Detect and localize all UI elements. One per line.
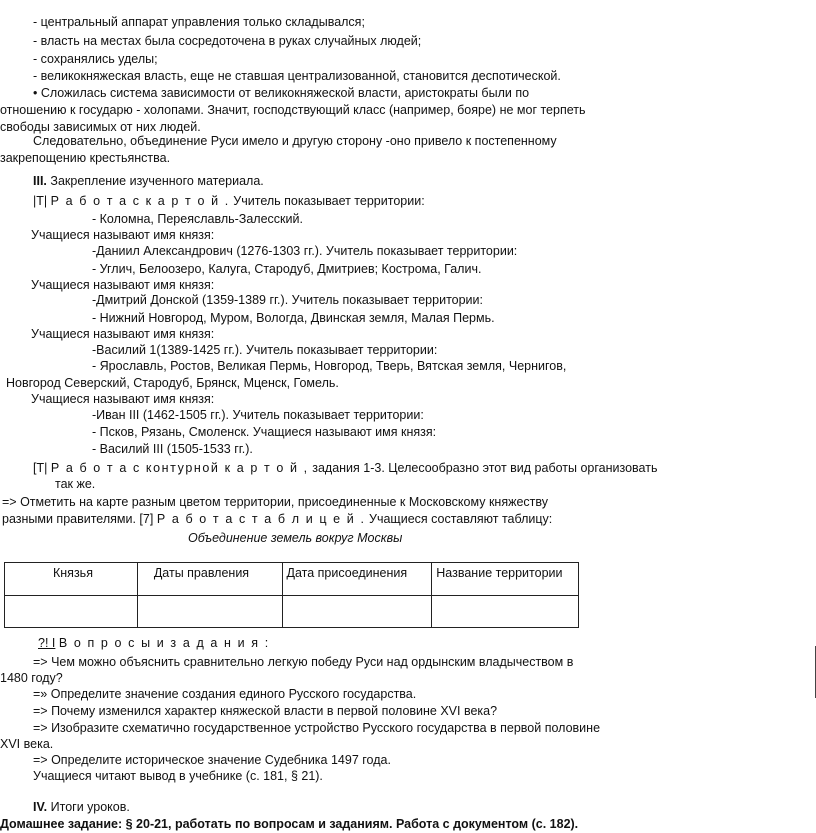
header-label: Название территории: [436, 566, 563, 580]
prince-line: -Василий 1(1389-1425 гг.). Учитель показывает территории:: [92, 343, 438, 357]
marker: |T|: [33, 194, 48, 208]
section-heading: [33, 173, 264, 189]
spaced-heading: Р а б о т а с к а р т о й .: [50, 194, 230, 208]
text: задания 1-3. Целесообразно этот вид работы организовать: [312, 461, 658, 475]
intro-list-item: - сохранялись уделы;: [33, 52, 158, 66]
prince-line: - Василий III (1505-1533 гг.).: [92, 442, 253, 456]
header-label: Даты правления: [153, 566, 250, 580]
territory-line: - Коломна, Переяславль-Залесский.: [92, 212, 303, 226]
question-line: =» Определите значение создания единого Русского государства.: [33, 687, 417, 701]
header-cell: [282, 563, 432, 596]
header-label: Дата присоединения: [286, 566, 408, 580]
header-cell: [137, 563, 282, 596]
paragraph-line: отношению к государю - холопами. Значит, господствующий класс (например, бояре) не мог терпеть: [0, 103, 586, 117]
text: Учитель показывает территории:: [233, 194, 425, 208]
table-row: [5, 596, 579, 628]
marker: ?! I: [38, 636, 56, 650]
section-number: IV.: [33, 800, 48, 814]
table-header-row: [5, 563, 579, 596]
section-title: Итоги уроков.: [50, 800, 130, 814]
text: Учащиеся составляют таблицу:: [369, 512, 553, 526]
question-line: 1480 году?: [0, 671, 63, 685]
empty-cell: [432, 596, 579, 628]
territory-line: - Углич, Белоозеро, Калуга, Стародуб, Дмитриев; Кострома, Галич.: [92, 262, 482, 276]
question-line: => Изобразите схематично государственное устройство Русского государства в первой половине: [33, 721, 601, 735]
territory-line: Новгород Северский, Стародуб, Брянск, Мценск, Гомель.: [6, 376, 339, 390]
students-line: Учащиеся называют имя князя:: [31, 327, 215, 341]
empty-cell: [137, 596, 282, 628]
question-line: XVI века.: [0, 737, 54, 751]
paragraph-line: закрепощению крестьянства.: [0, 151, 171, 165]
students-line: Учащиеся называют имя князя:: [31, 278, 215, 292]
header-cell: [5, 563, 138, 596]
question-line: => Определите историческое значение Судебника 1497 года.: [33, 753, 391, 767]
question-line: Учащиеся читают вывод в учебнике (с. 181, § 21).: [33, 769, 323, 783]
territory-line: - Псков, Рязань, Смоленск. Учащиеся называют имя князя:: [92, 425, 437, 439]
prince-line: -Иван III (1462-1505 гг.). Учитель показывает территории:: [92, 408, 424, 422]
paragraph-line: • Сложилась система зависимости от великокняжеской власти, аристократы были по: [33, 86, 530, 100]
paragraph-line: Следовательно, объединение Руси имело и другую сторону -оно привело к постепенному: [33, 134, 557, 148]
intro-list-item: - великокняжеская власть, еще не ставшая централизованной, становится деспотической.: [33, 69, 561, 83]
marker: [T|: [33, 461, 48, 475]
section-title: Закрепление изученного материала.: [50, 174, 264, 188]
spaced-heading: Р а б о т а с т а б л и ц е й .: [156, 512, 366, 526]
students-line: Учащиеся называют имя князя:: [31, 392, 215, 406]
question-line: => Почему изменился характер княжеской власти в первой половине XVI века?: [33, 704, 498, 718]
territory-line: - Нижний Новгород, Муром, Вологда, Двинская земля, Малая Пермь.: [92, 311, 495, 325]
table-caption: Объединение земель вокруг Москвы: [188, 531, 403, 545]
unification-table: [4, 562, 579, 628]
section-number: III.: [33, 174, 47, 188]
header-label: Князья: [53, 566, 93, 580]
empty-cell: [5, 596, 138, 628]
prince-line: -Дмитрий Донской (1359-1389 гг.). Учитель показывает территории:: [92, 293, 483, 307]
task-line: => Отметить на карте разным цветом территории, присоединенные к Московскому княжеству: [2, 495, 548, 509]
spaced-heading: В о п р о с ы и з а д а н и я :: [58, 636, 270, 650]
intro-list-item: - центральный аппарат управления только складывался;: [33, 15, 365, 29]
spaced-heading: Р а б о т а с контурной к а р т о й ,: [50, 461, 309, 475]
students-line: Учащиеся называют имя князя:: [31, 228, 215, 242]
prince-line: -Даниил Александрович (1276-1303 гг.). Учитель показывает территории:: [92, 244, 518, 258]
question-line: => Чем можно объяснить сравнительно легкую победу Руси над ордынским владычеством в: [33, 655, 574, 669]
contour-map-line: [33, 460, 657, 476]
header-cell: [432, 563, 579, 596]
questions-heading: [38, 635, 270, 651]
homework-line: Домашнее задание: § 20-21, работать по вопросам и заданиям. Работа с документом (с. 182).: [0, 817, 579, 831]
paragraph-line: свободы зависимых от них людей.: [0, 120, 201, 134]
section-heading: [33, 799, 130, 815]
territory-line: - Ярославль, Ростов, Великая Пермь, Новгород, Тверь, Вятская земля, Чернигов,: [92, 359, 567, 373]
map-work-line: [33, 193, 425, 209]
empty-cell: [282, 596, 432, 628]
intro-list-item: - власть на местах была сосредоточена в руках случайных людей;: [33, 34, 422, 48]
contour-map-line-cont: так же.: [55, 477, 96, 491]
text: разными правителями. [7]: [2, 512, 154, 526]
table-work-line: [2, 511, 552, 527]
